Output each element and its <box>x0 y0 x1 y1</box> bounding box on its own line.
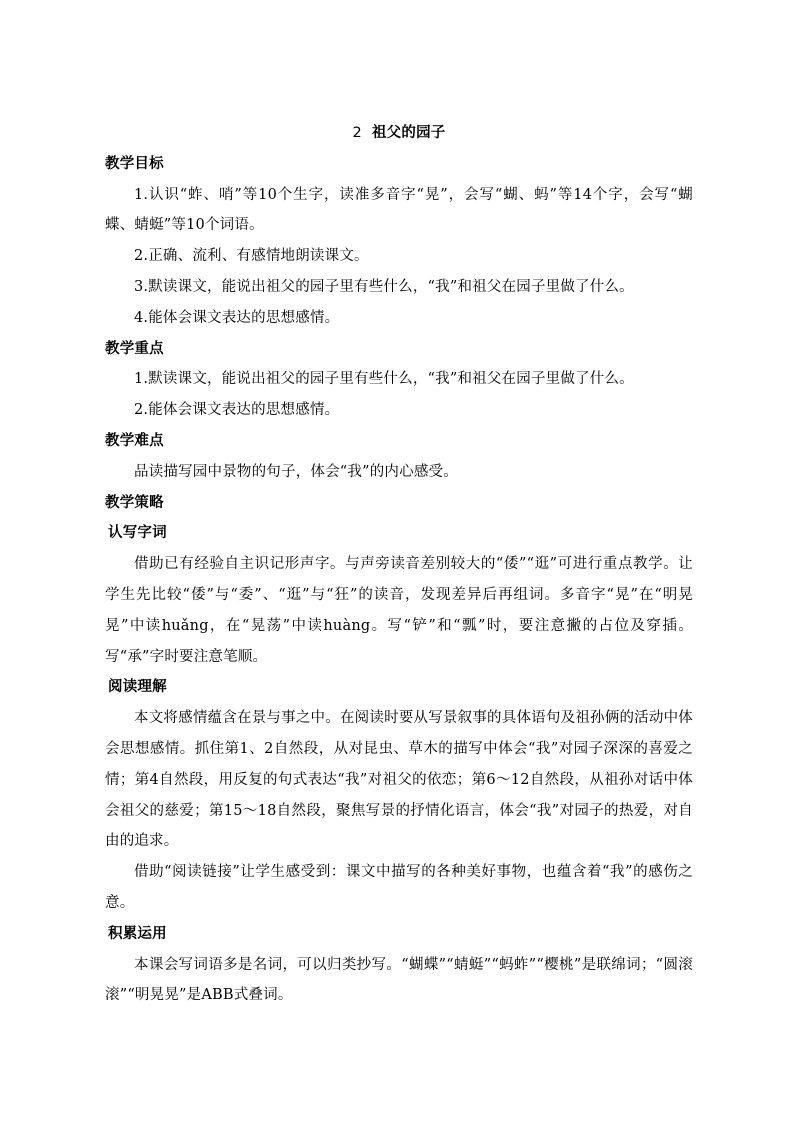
reading-heading: 阅读理解 <box>108 679 167 696</box>
goal-item-3: 3.默读课文，能说出祖父的园子里有些什么，“我”和祖父在园子里做了什么。 <box>134 278 634 295</box>
goals-heading: 教学目标 <box>105 155 164 172</box>
lesson-title <box>105 118 693 149</box>
reading-paragraph-2: 借助“阅读链接”让学生感受到：课文中描写的各种美好事物，也蕴含着“我”的感伤之意。 <box>105 864 693 911</box>
difficulty-heading: 教学难点 <box>105 432 164 449</box>
focus-item-1: 1.默读课文，能说出祖父的园子里有些什么，“我”和祖父在园子里做了什么。 <box>134 371 634 388</box>
focus-heading: 教学重点 <box>105 340 164 357</box>
document-page <box>105 118 693 1011</box>
focus-item-2: 2.能体会课文表达的思想感情。 <box>134 402 340 419</box>
goal-item-1: 1.认识“蚱、哨”等10个生字，读准多音字“晃”，会写“蝴、蚂”等14个字，会写“蝴蝶、蜻蜓”等10个词语。 <box>105 186 693 234</box>
goal-item-4: 4.能体会课文表达的思想感情。 <box>134 309 340 326</box>
application-paragraph: 本课会写词语多是名词，可以归类抄写。“蝴蝶”“蜻蜓”“蚂蚱”“樱桃”是联绵词；“圆滚滚”“明晃晃”是ABB式叠词。 <box>105 956 693 1004</box>
lesson-title-text: 祖父的园子 <box>371 125 446 141</box>
application-heading: 积累运用 <box>108 925 167 942</box>
literacy-paragraph: 借助已有经验自主识记形声字。与声旁读音差别较大的“倭”“逛”可进行重点教学。让学生先比较“倭”与“委”、“逛”与“狂”的读音，发现差异后再组词。多音字“晃”在“明晃晃”中读huǎng，在“晃荡”中读huàng。写“铲”和“瓢”时，要注意撇的占位及穿插。写“承”字时要注意笔顺。 <box>105 556 693 665</box>
literacy-heading: 认写字词 <box>108 525 167 542</box>
lesson-number: 2 <box>352 125 362 141</box>
goal-item-2: 2.正确、流利、有感情地朗读课文。 <box>134 248 369 265</box>
difficulty-item-1: 品读描写园中景物的句子，体会“我”的内心感受。 <box>134 463 458 480</box>
strategy-heading: 教学策略 <box>105 494 164 511</box>
reading-paragraph-1: 本文将感情蕴含在景与事之中。在阅读时要从写景叙事的具体语句及祖孙俩的活动中体会思想感情。抓住第1、2自然段，从对昆虫、草木的描写中体会“我”对园子深深的喜爱之情；第4自然段，用反复的句式表达“我”对祖父的依恋；第6～12自然段，从祖孙对话中体会祖父的慈爱；第15～18自然段，聚焦写景的抒情化语言，体会“我”对园子的热爱，对自由的追求。 <box>105 710 693 850</box>
